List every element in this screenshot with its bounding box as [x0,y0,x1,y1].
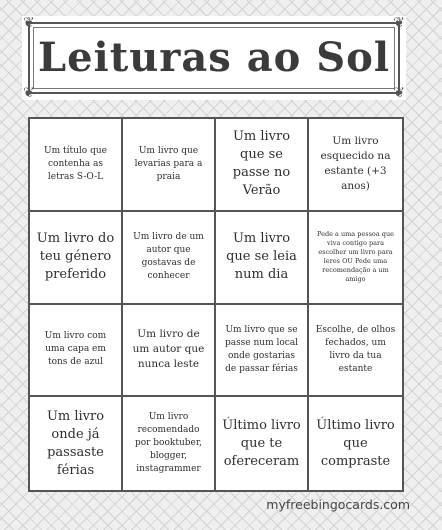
bingo-cell[interactable] [216,212,309,305]
bingo-cell[interactable] [30,119,123,212]
bingo-cell[interactable] [30,305,123,398]
bingo-cell[interactable] [123,397,216,490]
bingo-cell[interactable] [309,305,402,398]
bingo-cell-text: Um livro que levarias para a praia [134,145,203,182]
bingo-cell-text: Um livro do teu género preferido [36,231,115,283]
bingo-cell-text: Um livro de um autor que gostavas de conhecer [133,232,204,282]
bingo-cell-text: Um livro onde já passaste férias [46,408,105,478]
bingo-cell[interactable] [216,305,309,398]
bingo-cell-text: Um livro recomendado por booktuber, blogger, instagrammer [134,412,203,475]
corner-ornament-icon: ❦ [23,85,35,101]
bingo-cell[interactable] [216,119,309,212]
bingo-cell-text: Um livro com uma capa em tons de azul [44,331,107,368]
bingo-cell[interactable] [216,397,309,490]
bingo-cell[interactable] [123,305,216,398]
bingo-cell-text: Um livro de um autor que nunca leste [132,328,205,371]
bingo-cell[interactable] [123,212,216,305]
bingo-cell-text: Um livro que se leia num dia [226,231,297,283]
bingo-cell[interactable] [123,119,216,212]
site-credit: myfreebingocards.com [266,497,410,512]
corner-ornament-icon: ❦ [393,15,405,31]
bingo-grid [28,117,404,492]
bingo-cell-text: Um título que contenha as letras S-O-L [44,145,107,182]
bingo-cell-text: Um livro que se passe no Verão [232,129,291,199]
bingo-cell-text: Último livro que compraste [316,417,395,469]
bingo-cell[interactable] [309,212,402,305]
bingo-cell[interactable] [309,119,402,212]
bingo-cell-text: Último livro que te ofereceram [222,417,301,469]
bingo-cell-text: Escolhe, de olhos fechados, um livro da tua estante [315,324,396,374]
card-title: Leituras ao Sol [37,34,391,81]
title-banner [22,16,406,100]
bingo-cell[interactable] [30,212,123,305]
bingo-cell[interactable] [309,397,402,490]
bingo-cell-text: Pede a uma pessoa que viva contigo para escolher um livro para leres OU Pede uma recomendação a um amigo [317,230,394,284]
bingo-cell-text: Um livro que se passe num local onde gostarias de passar férias [224,324,299,374]
corner-ornament-icon: ❦ [23,15,35,31]
corner-ornament-icon: ❦ [393,85,405,101]
bingo-cell-text: Um livro esquecido na estante (+3 anos) [320,135,391,193]
bingo-cell[interactable] [30,397,123,490]
